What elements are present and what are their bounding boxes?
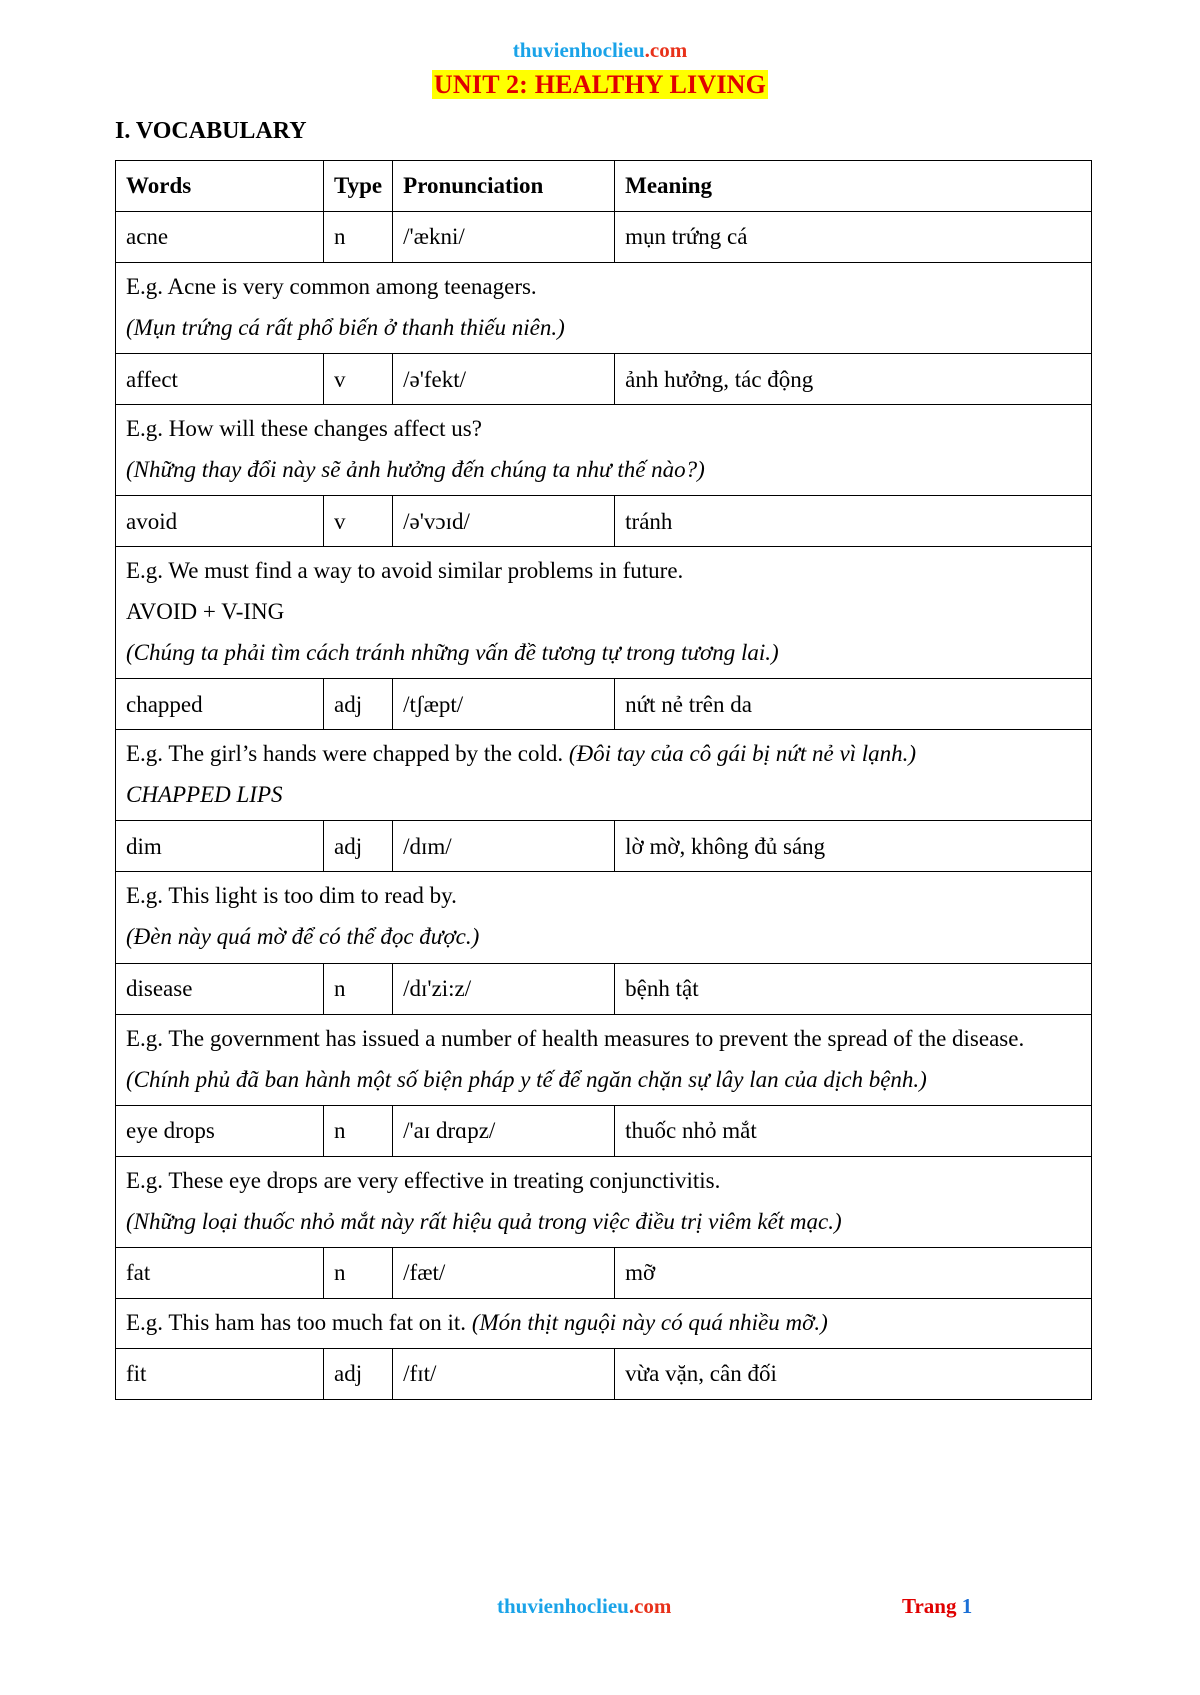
type-cell: n [324,1105,393,1156]
example-row [116,872,1092,963]
page-indicator [902,1594,972,1619]
pronunciation-cell: /dɪm/ [393,821,615,872]
header-words: Words [116,161,324,212]
table-row [116,496,1092,547]
pronunciation-cell: /ə'fekt/ [393,354,615,405]
table-row [116,1348,1092,1399]
header-meaning: Meaning [615,161,1092,212]
type-cell: v [324,496,393,547]
example-row [116,1298,1092,1348]
site-domain: .com [644,38,688,62]
meaning-cell: mỡ [615,1247,1092,1298]
example-row [116,1156,1092,1247]
example-sentence: E.g. This ham has too much fat on it. [126,1309,467,1335]
word-cell: disease [116,963,324,1014]
type-cell: adj [324,679,393,730]
usage-note: AVOID + V-ING [126,599,285,625]
meaning-cell: ảnh hưởng, tác động [615,354,1092,405]
type-cell: n [324,963,393,1014]
example-translation: (Chúng ta phải tìm cách tránh những vấn đề tương tự trong tương lai.) [126,640,779,666]
word-cell: acne [116,212,324,263]
table-row [116,354,1092,405]
type-cell: adj [324,821,393,872]
pronunciation-cell: /'aɪ drɑpz/ [393,1105,615,1156]
page-number: 1 [961,1594,973,1618]
word-cell: chapped [116,679,324,730]
footer-site-domain: .com [628,1594,672,1618]
footer-site-link[interactable] [497,1594,671,1619]
pronunciation-cell: /dɪ'zi:z/ [393,963,615,1014]
meaning-cell: nứt nẻ trên da [615,679,1092,730]
word-cell: fat [116,1247,324,1298]
example-translation: (Đèn này quá mờ để có thể đọc được.) [126,924,480,950]
example-cell [116,1298,1092,1348]
table-header-row [116,161,1092,212]
example-sentence: E.g. How will these changes affect us? [126,416,482,442]
example-sentence: E.g. The government has issued a number of health measures to prevent the spread of the disease. [126,1025,1025,1051]
example-translation: (Đôi tay của cô gái bị nứt nẻ vì lạnh.) [568,741,917,767]
meaning-cell: thuốc nhỏ mắt [615,1105,1092,1156]
pronunciation-cell: /ə'vɔɪd/ [393,496,615,547]
example-sentence: E.g. This light is too dim to read by. [126,883,457,909]
meaning-cell: bệnh tật [615,963,1092,1014]
example-row [116,547,1092,679]
table-row [116,679,1092,730]
example-translation: (Mụn trứng cá rất phổ biến ở thanh thiếu niên.) [126,315,565,341]
example-translation: (Những loại thuốc nhỏ mắt này rất hiệu quả trong việc điều trị viêm kết mạc.) [126,1208,842,1234]
vocabulary-table [115,160,1092,1400]
example-cell [116,1014,1092,1105]
section-title: I. VOCABULARY [115,118,307,144]
example-sentence: E.g. These eye drops are very effective in treating conjunctivitis. [126,1167,721,1193]
example-cell [116,730,1092,821]
unit-title-text: UNIT 2: HEALTHY LIVING [433,70,767,99]
example-row [116,1014,1092,1105]
meaning-cell: tránh [615,496,1092,547]
example-row [116,405,1092,496]
usage-note: CHAPPED LIPS [126,782,283,808]
example-translation: (Chính phủ đã ban hành một số biện pháp y tế để ngăn chặn sự lây lan của dịch bệnh.) [126,1066,927,1092]
type-cell: v [324,354,393,405]
table-row [116,1247,1092,1298]
page-label: Trang [902,1594,957,1618]
example-sentence: E.g. The girl’s hands were chapped by the cold. [126,741,564,767]
table-row [116,1105,1092,1156]
header-type: Type [324,161,393,212]
meaning-cell: vừa vặn, cân đối [615,1348,1092,1399]
meaning-cell: mụn trứng cá [615,212,1092,263]
word-cell: eye drops [116,1105,324,1156]
example-translation: (Món thịt nguội này có quá nhiều mỡ.) [471,1309,828,1335]
example-row [116,730,1092,821]
header-site-link[interactable] [0,38,1200,63]
example-cell [116,1156,1092,1247]
word-cell: affect [116,354,324,405]
example-translation: (Những thay đổi này sẽ ảnh hưởng đến chúng ta như thế nào?) [126,457,705,483]
pronunciation-cell: /'ækni/ [393,212,615,263]
table-row [116,212,1092,263]
example-row [116,263,1092,354]
type-cell: n [324,1247,393,1298]
type-cell: adj [324,1348,393,1399]
type-cell: n [324,212,393,263]
example-sentence: E.g. We must find a way to avoid similar problems in future. [126,558,684,584]
example-cell [116,263,1092,354]
header-pronunciation: Pronunciation [393,161,615,212]
example-cell [116,547,1092,679]
table-row [116,821,1092,872]
word-cell: fit [116,1348,324,1399]
unit-title [0,70,1200,100]
example-cell [116,872,1092,963]
word-cell: avoid [116,496,324,547]
meaning-cell: lờ mờ, không đủ sáng [615,821,1092,872]
pronunciation-cell: /fɪt/ [393,1348,615,1399]
example-cell [116,405,1092,496]
pronunciation-cell: /fæt/ [393,1247,615,1298]
example-sentence: E.g. Acne is very common among teenagers. [126,274,537,299]
footer-site-name: thuvienhoclieu [497,1594,629,1618]
table-row [116,963,1092,1014]
word-cell: dim [116,821,324,872]
pronunciation-cell: /tʃæpt/ [393,679,615,730]
site-name: thuvienhoclieu [512,38,645,62]
